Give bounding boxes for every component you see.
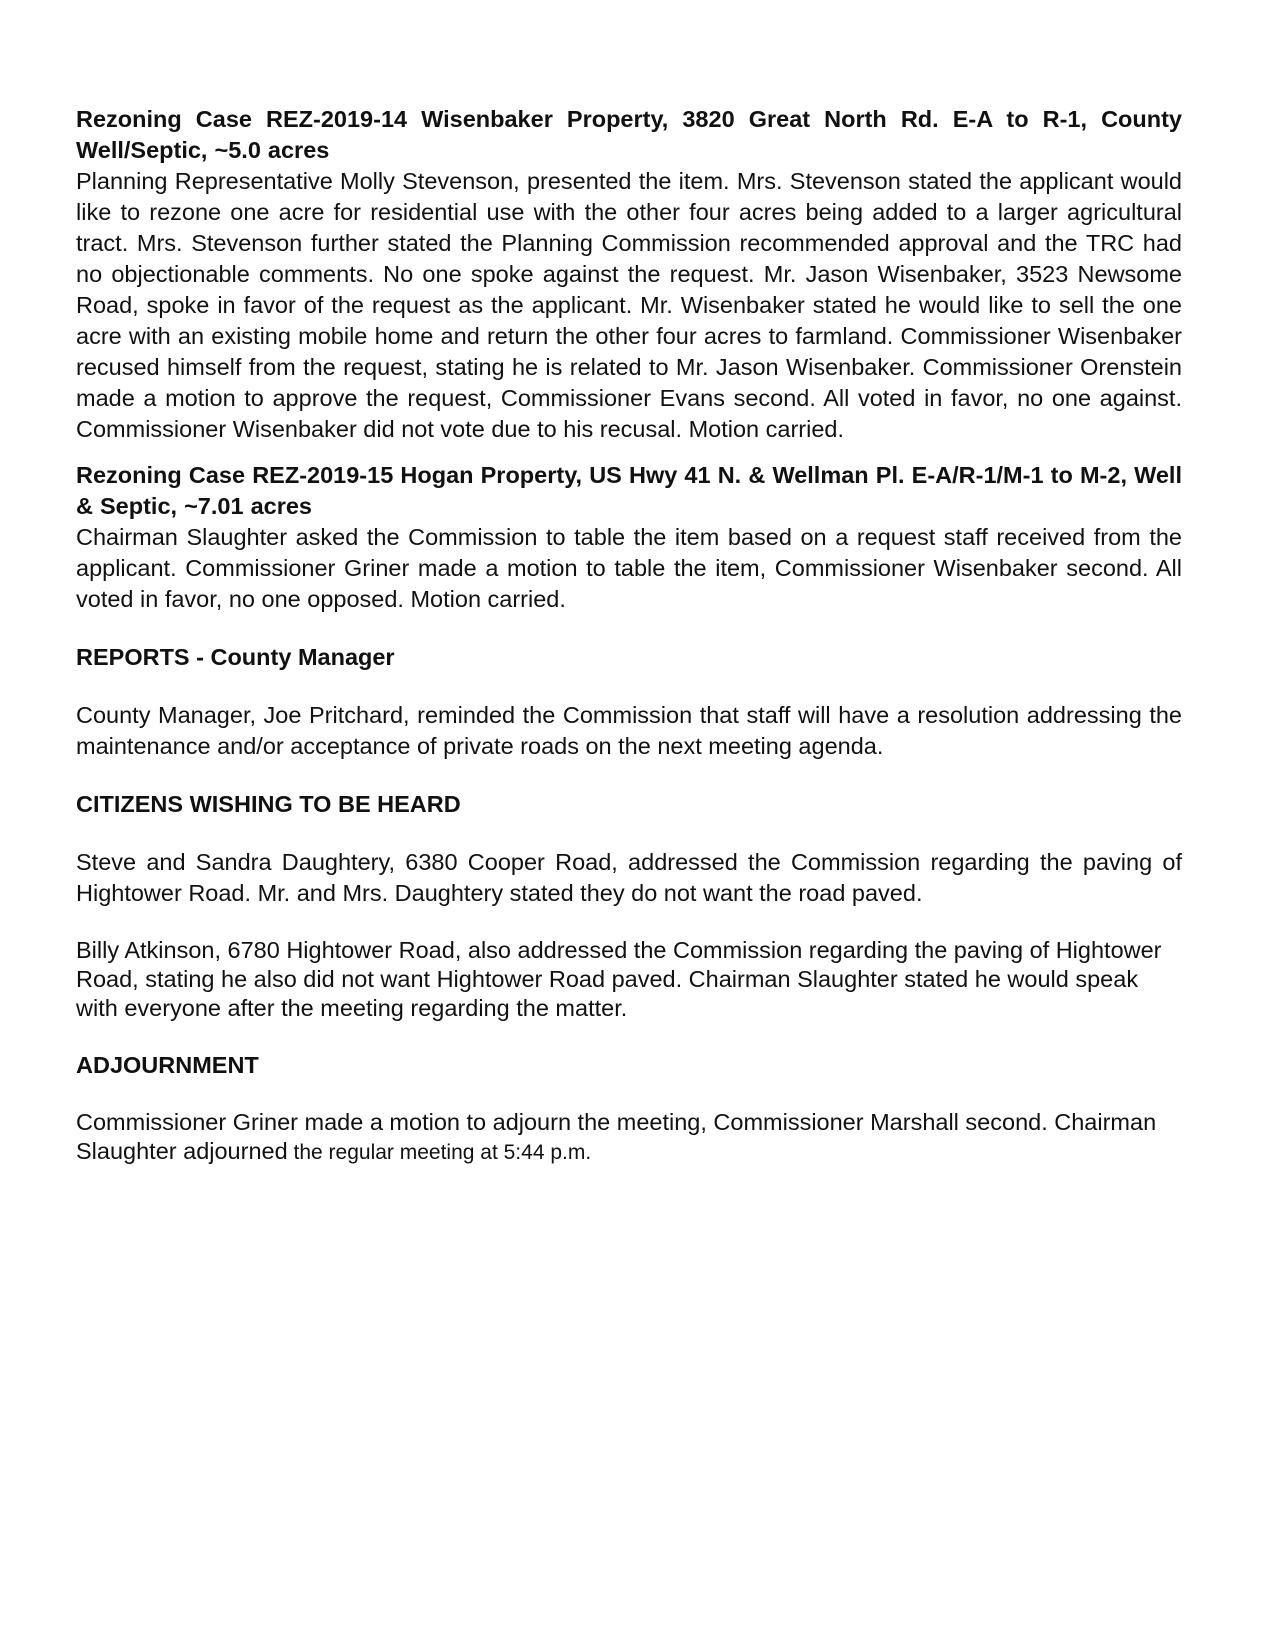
reports-body: County Manager, Joe Pritchard, reminded the Commission that staff will have a resolution addressing the maintenance and/or acceptance of private roads on the next meeting agenda. — [76, 702, 1182, 759]
spacer — [76, 1081, 1182, 1108]
spacer — [76, 820, 1182, 847]
rezoning-case-14-heading: Rezoning Case REZ-2019-14 Wisenbaker Property, 3820 Great North Rd. E-A to R-1, County Well/Septic, ~5.0 acres — [76, 106, 1182, 163]
reports-heading: REPORTS - County Manager — [76, 644, 395, 670]
adjournment-body-main: Commissioner Griner made a motion to adjourn the meeting, Commissioner Marshall second. Chairman Slaughter adjourned — [76, 1109, 1157, 1164]
spacer — [76, 909, 1182, 936]
spacer — [76, 762, 1182, 789]
spacer — [76, 673, 1182, 700]
citizens-heading: CITIZENS WISHING TO BE HEARD — [76, 791, 461, 817]
rezoning-case-14-body: Planning Representative Molly Stevenson, presented the item. Mrs. Stevenson stated the applicant would like to rezone one acre for residential use with the other four acres being added to a larger agricultural tract. Mrs. Stevenson further stated the Planning Commission recommended approval and the TRC had no objectionable comments. No one spoke against the request. Mr. Jason Wisenbaker, 3523 Newsome Road, spoke in favor of the request as the applicant. Mr. Wisenbaker stated he would like to sell the one acre with an existing mobile home and return the other four acres to farmland. Commissioner Wisenbaker recused himself from the request, stating he is related to Mr. Jason Wisenbaker. Commissioner Orenstein made a motion to approve the request, Commissioner Evans second. All voted in favor, no one against. Commissioner Wisenbaker did not vote due to his recusal. Motion carried. — [76, 168, 1182, 442]
citizens-paragraph-1: Steve and Sandra Daughtery, 6380 Cooper Road, addressed the Commission regarding the paving of Hightower Road. Mr. and Mrs. Daughtery stated they do not want the road paved. — [76, 849, 1182, 906]
rezoning-case-15-heading: Rezoning Case REZ-2019-15 Hogan Property, US Hwy 41 N. & Wellman Pl. E-A/R-1/M-1 to M-2, Well & Septic, ~7.01 acres — [76, 462, 1182, 519]
spacer — [76, 1023, 1182, 1050]
spacer — [76, 445, 1182, 460]
rezoning-case-15-body: Chairman Slaughter asked the Commission to table the item based on a request staff received from the applicant. Commissioner Griner made a motion to table the item, Commissioner Wisenbaker second. All voted in favor, no one opposed. Motion carried. — [76, 524, 1182, 612]
adjournment-heading: ADJOURNMENT — [76, 1052, 259, 1078]
adjournment-body-tail: the regular meeting at 5:44 p.m. — [287, 1141, 592, 1164]
citizens-paragraph-2: Billy Atkinson, 6780 Hightower Road, also addressed the Commission regarding the paving of Hightower Road, stating he also did not want Hightower Road paved. Chairman Slaughter stated he would speak with everyone after the meeting regarding the matter. — [76, 937, 1162, 1021]
spacer — [76, 615, 1182, 642]
document-content — [76, 104, 1182, 1167]
adjournment-body — [76, 1108, 1182, 1167]
